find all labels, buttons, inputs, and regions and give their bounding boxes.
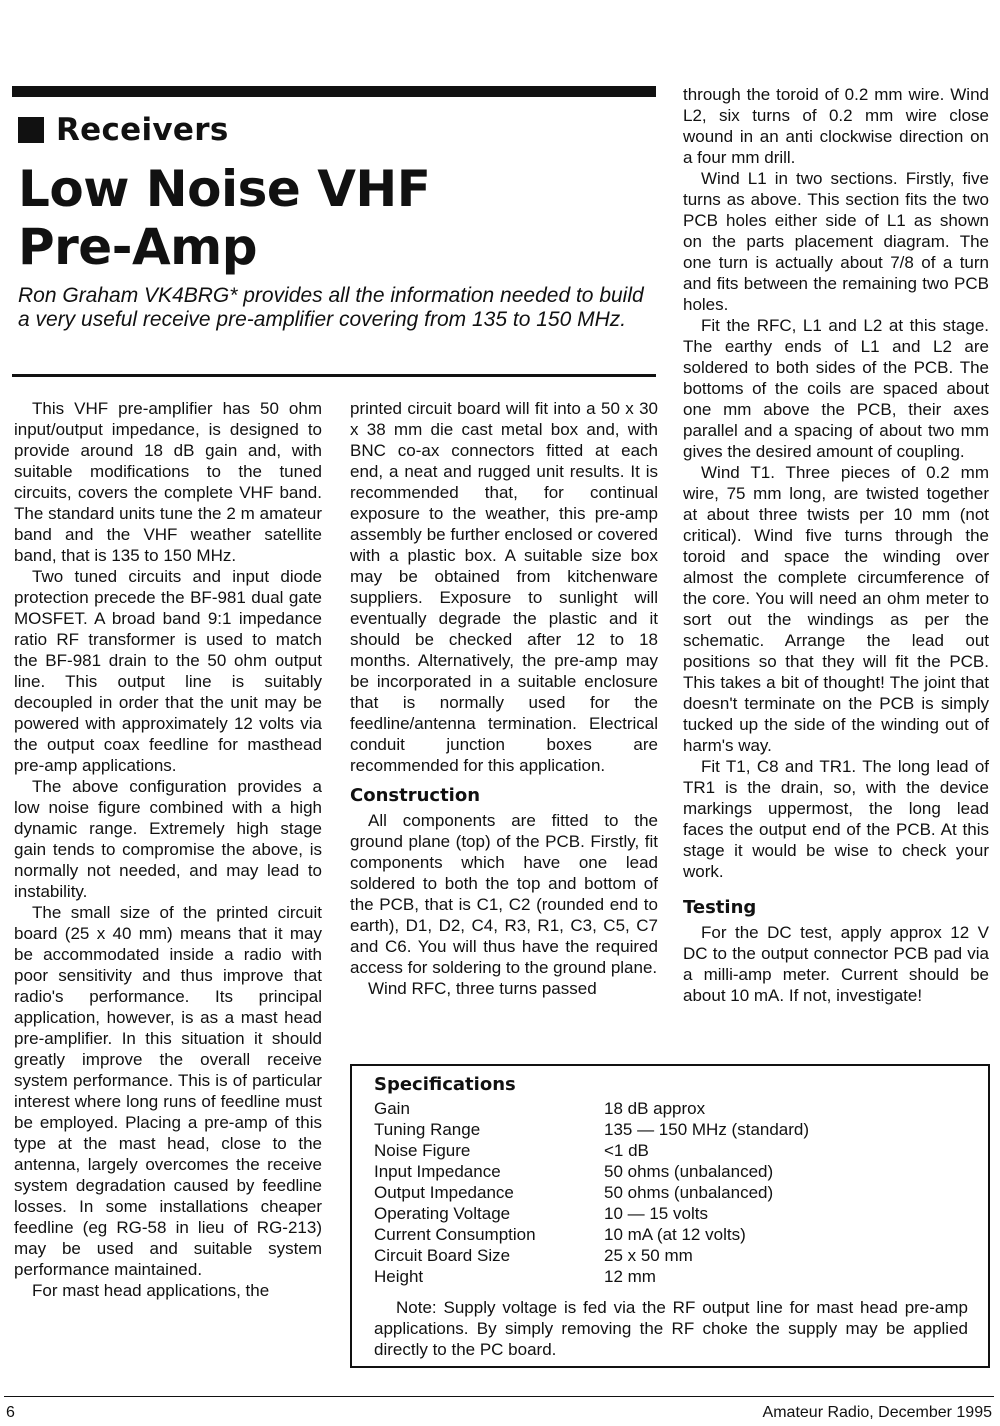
spec-label: Gain xyxy=(374,1099,410,1118)
header-top-rule xyxy=(12,86,656,97)
spec-row xyxy=(374,1161,968,1182)
testing-heading: Testing xyxy=(683,897,757,918)
spec-row xyxy=(374,1140,968,1161)
section-label: Receivers xyxy=(56,112,229,148)
spec-row xyxy=(374,1224,968,1245)
construction-heading: Construction xyxy=(350,785,481,806)
spec-row xyxy=(374,1203,968,1224)
specifications-table xyxy=(374,1098,968,1287)
col2-paragraph-1: printed circuit board will fit into a 50 x 30 x 38 mm die cast metal box and, with BNC co-ax connectors fitted at each end, a neat and rugged unit results. It is recommended that, for continual exposure to the weather, this pre-amp assembly be further enclosed or covered with a plastic box. A suitable size box may be obtained from kitchenware suppliers. Exposure to sunlight will eventually degrade the plastic and it should be checked after 12 to 18 months. Alternatively, the pre-amp may be incorporated in a suitable enclosure that is normally used for the feedline/antenna termination. Electrical conduit junction boxes are recommended for this application. xyxy=(350,399,658,775)
footer-rule xyxy=(4,1396,994,1397)
article-title xyxy=(18,160,658,276)
spec-row xyxy=(374,1266,968,1287)
spec-value: 12 mm xyxy=(604,1267,656,1286)
spec-label: Input Impedance xyxy=(374,1162,501,1181)
col2-paragraph-2: All components are fitted to the ground plane (top) of the PCB. Firstly, fit components which have one lead soldered to both the top and bottom of the PCB, that is C1, C2 (rounded end to earth), D1, D2, C4, R3, R1, C3, C5, C7 and C6. You will thus have the required access for soldering to the ground plane. xyxy=(350,811,658,977)
section-heading xyxy=(18,110,229,150)
spec-value: 10 mA (at 12 volts) xyxy=(604,1225,746,1244)
col1-paragraph-3: The above configuration provides a low noise figure combined with a high dynamic range. Extremely high stage gain tends to compromise the above, is normally not needed, and may lead to instability. xyxy=(14,777,322,901)
spec-label: Output Impedance xyxy=(374,1183,514,1202)
specifications-note: Note: Supply voltage is fed via the RF output line for mast head pre-amp applications. By simply removing the RF choke the supply may be applied directly to the PC board. xyxy=(374,1298,968,1359)
header-bottom-rule xyxy=(12,374,656,377)
col3-paragraph-6: For the DC test, apply approx 12 V DC to the output connector PCB pad via a milli-amp meter. Current should be about 10 mA. If not, investigate! xyxy=(683,923,989,1005)
column-1 xyxy=(14,398,322,1301)
section-square-icon xyxy=(18,117,44,143)
spec-label: Height xyxy=(374,1267,424,1286)
spec-label: Noise Figure xyxy=(374,1141,471,1160)
spec-value: 10 — 15 volts xyxy=(604,1204,708,1223)
spec-value: <1 dB xyxy=(604,1141,649,1160)
spec-label: Circuit Board Size xyxy=(374,1246,511,1265)
spec-value: 25 x 50 mm xyxy=(604,1246,693,1265)
spec-value: 50 ohms (unbalanced) xyxy=(604,1162,774,1181)
spec-value: 135 — 150 MHz (standard) xyxy=(604,1120,810,1139)
col3-paragraph-1: through the toroid of 0.2 mm wire. Wind L2, six turns of 0.2 mm wire close wound in an anti clockwise direction on a four mm drill. xyxy=(683,85,989,167)
spec-row xyxy=(374,1119,968,1140)
col1-paragraph-5: For mast head applications, the xyxy=(32,1281,270,1300)
article-deck: Ron Graham VK4BRG* provides all the information needed to build a very useful receive pre-amplifier covering from 135 to 150 MHz. xyxy=(18,284,644,331)
spec-label: Current Consumption xyxy=(374,1225,536,1244)
spec-value: 50 ohms (unbalanced) xyxy=(604,1183,774,1202)
col1-paragraph-4: The small size of the printed circuit board (25 x 40 mm) means that it may be accommodated inside a radio with poor sensitivity and thus improve that radio's performance. Its principal application, however, is as a mast head pre-amplifier. In this situation it should greatly improve the overall receive system performance. This is of particular interest where long runs of feedline must be employed. Placing a pre-amp of this type at the mast head, close to the antenna, largely overcomes the receive system degradation caused by feedline losses. In some installations cheaper feedline (eg RG-58 in lieu of RG-213) may be used and suitable system performance maintained. xyxy=(14,903,322,1279)
col3-paragraph-4: Wind T1. Three pieces of 0.2 mm wire, 75 mm long, are twisted together at about three twists per 10 mm (not critical). Wind five turns through the toroid and space the winding over almost the complete circumference of the core. You will need an ohm meter to sort out the windings as per the schematic. Arrange the lead out positions so that they will fit the PCB. This takes a bit of thought! The joint that doesn't terminate on the PCB is simply tucked up the side of the winding out of harm's way. xyxy=(683,463,989,755)
spec-row xyxy=(374,1182,968,1203)
spec-value: 18 dB approx xyxy=(604,1099,706,1118)
specifications-box xyxy=(350,1064,990,1368)
spec-label: Operating Voltage xyxy=(374,1204,511,1223)
col1-paragraph-1: This VHF pre-amplifier has 50 ohm input/output impedance, is designed to provide around 18 dB gain and, with suitable modifications to the tuned circuits, covers the complete VHF band. The standard units tune the 2 m amateur band and the VHF weather satellite band, that is 135 to 150 MHz. xyxy=(14,399,322,565)
title-line-2: Pre-Amp xyxy=(18,218,258,276)
column-3 xyxy=(683,84,989,1006)
column-2 xyxy=(350,398,658,999)
title-line-1: Low Noise VHF xyxy=(18,160,431,218)
col3-paragraph-3: Fit the RFC, L1 and L2 at this stage. The earthy ends of L1 and L2 are soldered to both sides of the PCB. The bottoms of the coils are spaced about one mm above the PCB, their axes parallel and a spacing of about two mm gives the desired amount of coupling. xyxy=(683,316,989,461)
col2-paragraph-3: Wind RFC, three turns passed xyxy=(368,979,597,998)
col3-paragraph-5: Fit T1, C8 and TR1. The long lead of TR1 is the drain, so, with the device markings uppermost, the long lead faces the output end of the PCB. At this stage it would be wise to check your work. xyxy=(683,757,989,881)
page-number: 6 xyxy=(6,1404,15,1421)
spec-row xyxy=(374,1245,968,1266)
col1-paragraph-2: Two tuned circuits and input diode protection precede the BF-981 dual gate MOSFET. A broad band 9:1 impedance ratio RF transformer is used to match the BF-981 drain to the 50 ohm output line. This output line is suitably decoupled in order that the unit may be powered with approximately 12 volts via the output coax feedline for masthead pre-amp applications. xyxy=(14,567,322,775)
spec-row xyxy=(374,1098,968,1119)
spec-label: Tuning Range xyxy=(374,1120,481,1139)
col3-paragraph-2: Wind L1 in two sections. Firstly, five turns as above. This section fits the two PCB holes either side of L1 as shown on the parts placement diagram. The one turn is actually about 7/8 of a turn and fits between the remaining two PCB holes. xyxy=(683,169,989,314)
specifications-heading: Specifications xyxy=(374,1074,516,1095)
publication-line: Amateur Radio, December 1995 xyxy=(762,1404,992,1421)
